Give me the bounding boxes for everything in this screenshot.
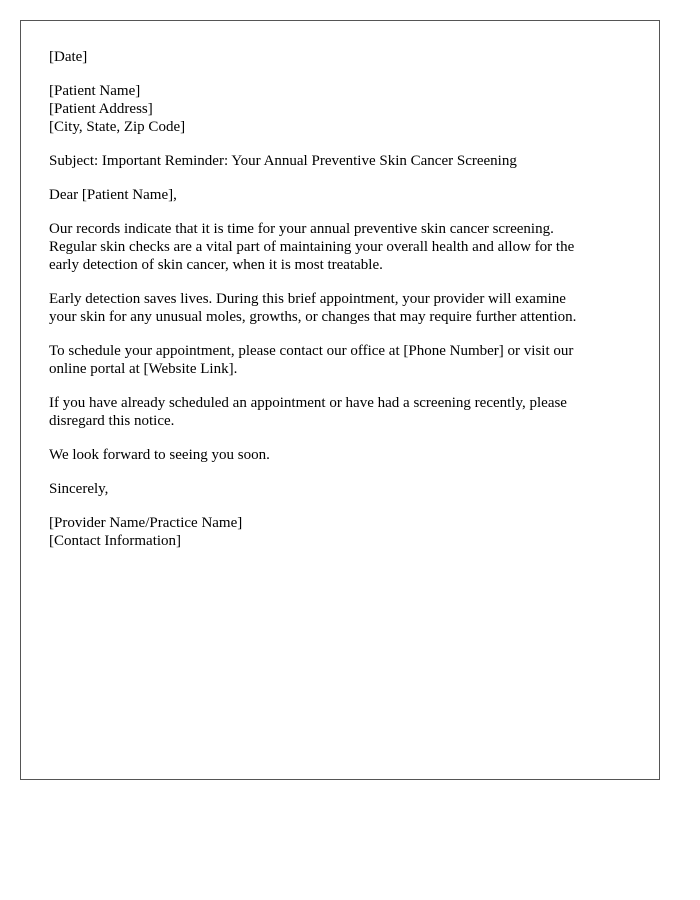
- closing: Sincerely,: [49, 481, 109, 497]
- paragraph-line: If you have already scheduled an appointment or have had a screening recently, please: [49, 395, 567, 411]
- provider-name: [Provider Name/Practice Name]: [49, 515, 243, 531]
- paragraph-line: early detection of skin cancer, when it is most treatable.: [49, 257, 383, 273]
- paragraph-line: We look forward to seeing you soon.: [49, 447, 270, 463]
- salutation: Dear [Patient Name],: [49, 187, 177, 203]
- recipient-name: [Patient Name]: [49, 83, 141, 99]
- paragraph-line: your skin for any unusual moles, growths, or changes that may require further attention.: [49, 309, 577, 325]
- recipient-block: [49, 82, 631, 136]
- signature-block: [49, 514, 631, 550]
- paragraph-line: Regular skin checks are a vital part of maintaining your overall health and allow for the: [49, 239, 575, 255]
- recipient-city-state-zip: [City, State, Zip Code]: [49, 119, 186, 135]
- recipient-address: [Patient Address]: [49, 101, 153, 117]
- subject-line: Subject: Important Reminder: Your Annual Preventive Skin Cancer Screening: [49, 153, 517, 169]
- body-paragraph-2: [49, 290, 631, 326]
- contact-information: [Contact Information]: [49, 533, 182, 549]
- paragraph-line: online portal at [Website Link].: [49, 361, 238, 377]
- date: [Date]: [49, 49, 88, 65]
- body-paragraph-3: [49, 342, 631, 378]
- body-paragraph-4: [49, 394, 631, 430]
- paragraph-line: To schedule your appointment, please contact our office at [Phone Number] or visit our: [49, 343, 574, 359]
- letter: [20, 20, 660, 780]
- body-paragraph-1: [49, 220, 631, 274]
- paragraph-line: disregard this notice.: [49, 413, 175, 429]
- paragraph-line: Early detection saves lives. During this brief appointment, your provider will examine: [49, 291, 566, 307]
- body-paragraph-5: [49, 446, 631, 464]
- paragraph-line: Our records indicate that it is time for your annual preventive skin cancer screening.: [49, 221, 554, 237]
